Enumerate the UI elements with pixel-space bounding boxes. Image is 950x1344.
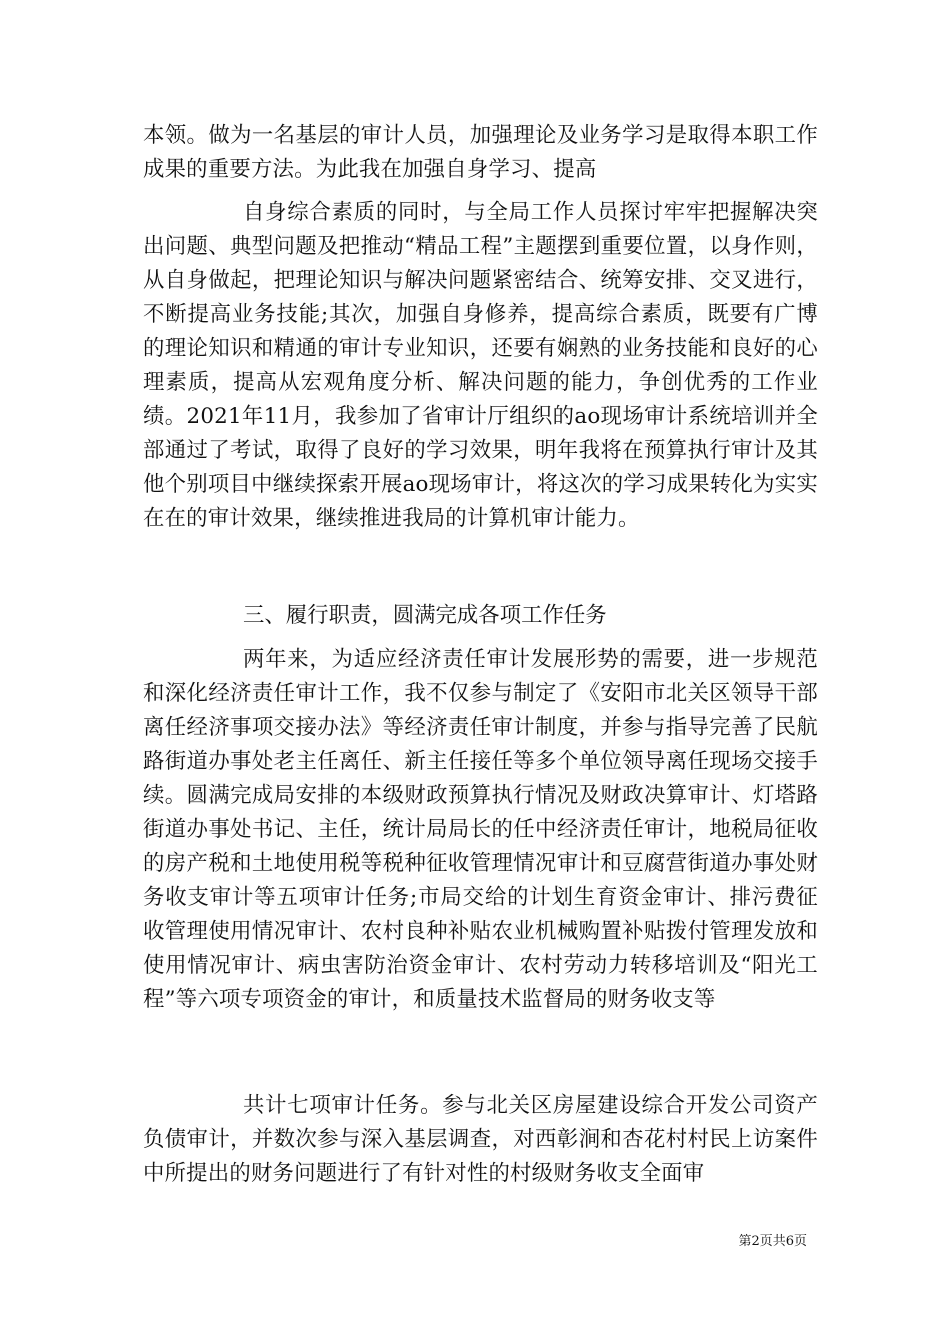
section-heading: 三、履行职责，圆满完成各项工作任务 (243, 603, 607, 628)
paragraph-tasks: 共计七项审计任务。参与北关区房屋建设综合开发公司资产负债审计，并数次参与深入基层调查，对西彰涧和杏花村村民上访案件中所提出的财务问题进行了有针对性的村级财务收支全面审 (143, 1093, 818, 1186)
paragraph-study: 自身综合素质的同时，与全局工作人员探讨牢牢把握解决突出问题、典型问题及把推动“精品工程”主题摆到重要位置，以身作则，从自身做起，把理论知识与解决问题紧密结合、统筹安排、交叉进行，不断提高业务技能;其次，加强自身修养，提高综合素质，既要有广博的理论知识和精通的审计专业知识，还要有娴熟的业务技能和良好的心理素质，提高从宏观角度分析、解决问题的能力，争创优秀的工作业绩。2021年11月，我参加了省审计厅组织的ao现场审计系统培训并全部通过了考试，取得了良好的学习效果，明年我将在预算执行审计及其他个别项目中继续探索开展ao现场审计，将这次的学习成果转化为实实在在的审计效果，继续推进我局的计算机审计能力。 (143, 200, 818, 531)
paragraph-intro: 本领。做为一名基层的审计人员，加强理论及业务学习是取得本职工作成果的重要方法。为此我在加强自身学习、提高 (143, 123, 818, 182)
paragraph-duties: 两年来，为适应经济责任审计发展形势的需要，进一步规范和深化经济责任审计工作，我不仅参与制定了《安阳市北关区领导干部离任经济事项交接办法》等经济责任审计制度，并参与指导完善了民航路街道办事处老主任离任、新主任接任等多个单位领导离任现场交接手续。圆满完成局安排的本级财政预算执行情况及财政决算审计、灯塔路街道办事处书记、主任，统计局局长的任中经济责任审计，地税局征收的房产税和土地使用税等税种征收管理情况审计和豆腐营街道办事处财务收支审计等五项审计任务;市局交给的计划生育资金审计、排污费征收管理使用情况审计、农村良种补贴农业机械购置补贴拨付管理发放和使用情况审计、病虫害防治资金审计、农村劳动力转移培训及“阳光工程”等六项专项资金的审计，和质量技术监督局的财务收支等 (143, 647, 818, 1012)
page-footer: 第2页共6页 (738, 1234, 807, 1249)
